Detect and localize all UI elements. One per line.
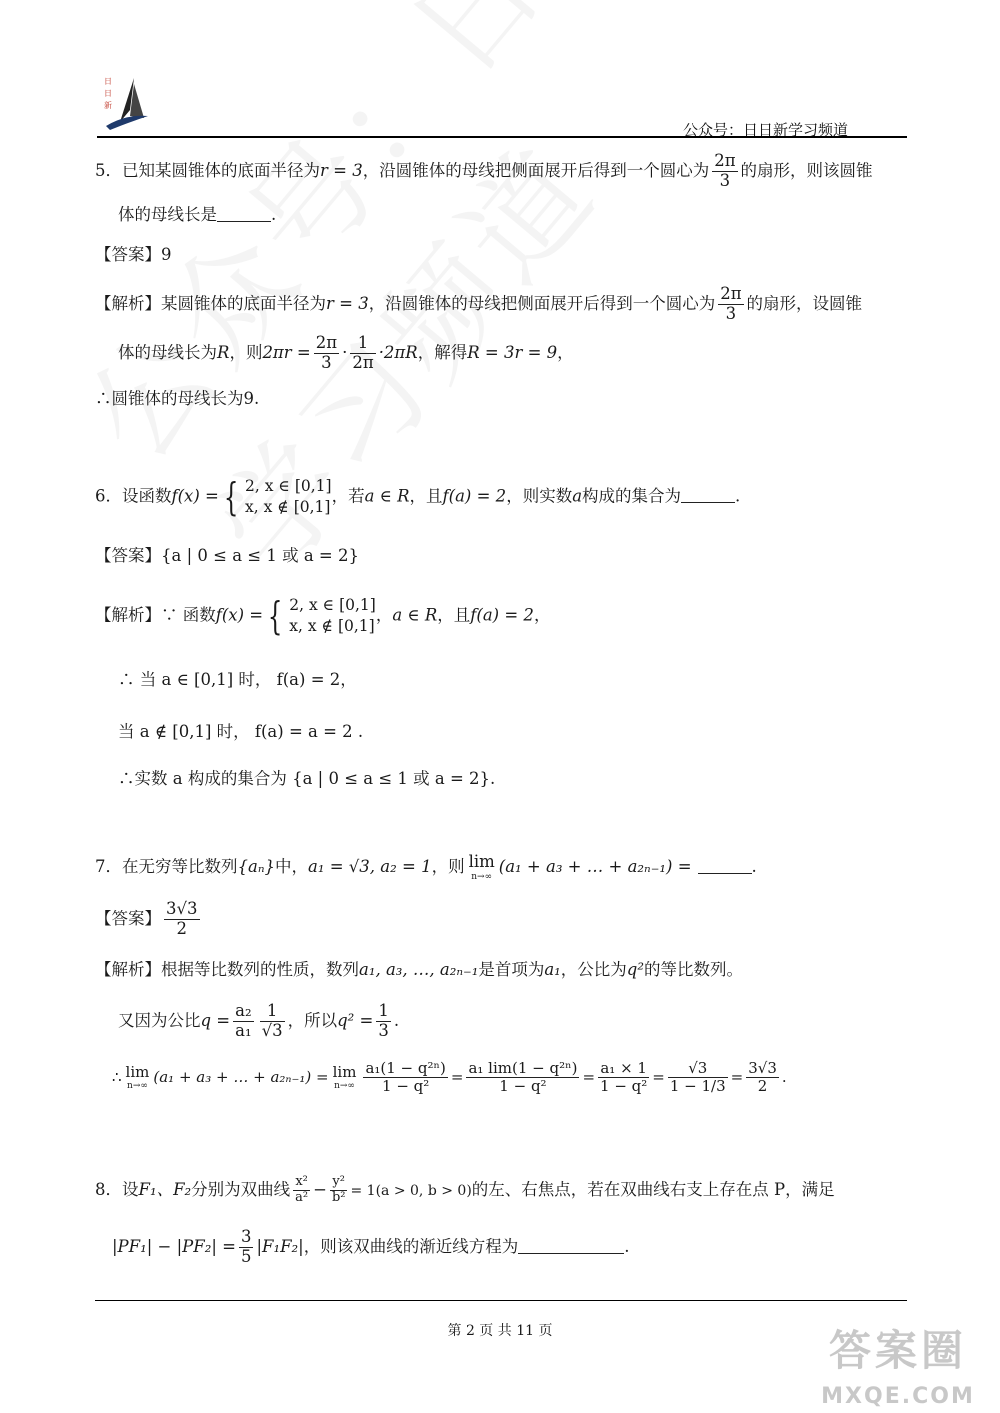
brace: { [267,593,283,638]
frac-num: a₁ × 1 [598,1060,649,1078]
frac-den: 3 [725,303,737,323]
equation: f(a) = 2 [442,486,507,506]
frac-den: 1 − q² [382,1077,430,1096]
frac-num: 2π [315,333,338,352]
analysis-text: ，解得 [417,342,468,362]
frac [363,1060,447,1096]
frac-num: a₁ lim(1 − q²ⁿ) [468,1059,578,1077]
lim-text: lim [468,852,495,871]
analysis-text: 的等比数列。 [643,960,743,979]
equation: 2πr = [262,342,311,362]
q6-text: ，若 [331,486,365,506]
func-f: f(x) = [215,605,264,625]
frac-den: 1 − 1/3 [669,1077,726,1096]
frac [746,1060,779,1096]
frac [350,334,375,373]
q5-text: 体的母线长是 [118,205,217,224]
frac-den: a₁ [235,1020,252,1040]
frac-den: b² [331,1189,346,1205]
analysis-text: 某圆锥体的底面半径为 [161,293,326,313]
equation: |F₁F₂| [256,1236,304,1256]
equation: (a₁ + a₃ + … + a₂ₙ₋₁) = [498,857,692,877]
var-R: R [217,342,230,362]
header-channel: 公众号：日日新学习频道 [683,121,849,139]
frac-num: 3√3 [166,899,198,918]
answer-label: 【答案】 [95,245,161,264]
lim-sub: n→∞ [471,871,493,882]
logo-text-1: 日 [104,77,112,86]
q5-r: r = 3 [320,160,363,180]
frac-num: y² [330,1175,348,1191]
frac-den: 3 [378,1020,389,1040]
analysis-text: ∵ 函数 [161,605,216,625]
frac-den: a² [295,1189,309,1205]
lim-sub: n→∞ [334,1081,355,1092]
analysis-label: 【解析】 [95,293,161,313]
q6-text: 构成的集合为 [582,486,682,506]
analysis-text: ，所以 [287,1010,338,1030]
piecewise [245,476,332,518]
q5-analysis-1 [95,285,862,324]
header-rule [97,136,907,138]
limit [467,853,497,882]
q5-frac [712,152,737,191]
q6-line: 6．设函数f(x) = { 2, x ∈ [0,1] x, x ∉ [0,1] ，若a ∈ R，且f(a) = 2，则实数a构成的集合为 . [95,474,741,519]
watermark-bottom: MXQE.COM [821,1384,975,1409]
frac [239,1228,254,1267]
answer-blank [518,1239,624,1254]
q5-line1 [95,152,873,191]
analysis-text: ，沿圆锥体的母线把侧面展开后得到一个圆心为 [368,293,716,313]
equation: f(a) = 2 [470,605,534,625]
minus: − [313,1179,327,1199]
q5-analysis-3: ∴圆锥体的母线长为9. [95,389,260,408]
answer-label: 【答案】 [95,546,161,565]
q8-text: 分别为双曲线 [191,1179,291,1199]
case-1: 2, x ∈ [0,1] [289,596,376,614]
q5-line2: 体的母线长是 . [118,205,277,224]
frac-num: 3√3 [748,1059,777,1077]
equation: a₁ = √3, a₂ = 1 [308,857,432,877]
q5-analysis-2: 体的母线长为R，则2πr = $\frac{2\pi}{3}$ · $\frac{1}{2\pi}$ ·2πR，解得R = 3r = 9， [118,333,574,372]
analysis-text: ，则 [229,342,263,362]
page-number: 第 2 页 共 11 页 [447,1323,553,1339]
frac [598,1060,649,1096]
equation: (a₁ + a₃ + … + a₂ₙ₋₁) = [153,1067,329,1086]
case-2: x, x ∉ [0,1] [289,616,375,635]
case-2: x, x ∉ [0,1] [245,497,331,516]
q8-text: 的左、右焦点，若在双曲线右支上存在点 P，满足 [471,1179,835,1199]
limit [124,1064,152,1092]
equation: a ∈ R [392,605,438,625]
answer-label: 【答案】 [95,908,161,928]
q5-text: 5．已知某圆锥体的底面半径为 [95,160,320,180]
q6-analysis-3: 当 a ∉ [0,1] 时， f(a) = a = 2 . [118,722,364,741]
frac-den: 2π [352,352,374,372]
answer-blank [681,488,735,503]
q6-analysis-2: ∴ 当 a ∈ [0,1] 时， f(a) = 2， [118,670,357,689]
q5-text: ，沿圆锥体的母线把侧面展开后得到一个圆心为 [362,160,710,180]
q6-text: ，则实数 [506,486,573,506]
analysis-label: 【解析】 [95,960,161,979]
frac-den: 3 [321,352,332,372]
q5-frac [718,285,743,324]
answer-value: 9 [161,245,172,264]
equation: a ∈ R [364,486,410,506]
watermark-top: 答案圈 [828,1326,967,1375]
var-q2: q² [626,960,644,979]
lim-sub: n→∞ [127,1081,148,1092]
equation: q² = [337,1010,374,1030]
footer-rule [95,1300,907,1301]
q8-line2: |PF₁| − |PF₂| = $\frac{3}{5}$ |F₁F₂|，则该双曲线的渐近线方程为 . [112,1227,630,1266]
equation: |PF₁| − |PF₂| = [112,1236,236,1256]
q6-analysis-1 [95,595,550,637]
site-watermark [808,1318,988,1409]
lim-text: lim [332,1062,357,1081]
brace: { [223,474,239,519]
q7-answer [95,900,203,939]
frac-num: a₂ [235,1001,252,1020]
var-a1: a₁ [544,960,561,979]
frac [314,334,339,373]
q8-line1 [95,1175,835,1206]
func-f: f(x) = [171,486,219,506]
q5-text: 的扇形，则该圆锥 [740,160,873,180]
answer-value: {a | 0 ≤ a ≤ 1 或 a = 2} [161,546,359,565]
analysis-text: . [393,1010,400,1030]
sequence: {aₙ} [237,857,276,877]
analysis-text: ， [533,605,551,625]
frac [668,1060,728,1096]
analysis-text: 体的母线长为 [118,342,217,362]
equation: = 1(a > 0, b > 0) [350,1182,472,1199]
q6-analysis-4: ∴实数 a 构成的集合为 {a | 0 ≤ a ≤ 1 或 a = 2}. [118,769,496,788]
logo-text-2: 日 [104,89,112,98]
q7-analysis-1 [95,962,743,979]
piecewise [289,595,376,637]
analysis-text: . [781,1067,787,1086]
q7-analysis-3: ∴ lim n→∞ (a₁ + a₃ + … + a₂ₙ₋₁) = lim n→∞ $\frac{\text{a₁(1 − q²ⁿ)}}{\text{1 − q²}}$ = $\frac{\text{a₁ lim(1 − q²ⁿ)}}{\text{1 − q²}}$ = $\frac{\text{a₁ × 1}}{\text{1 − q²}}$ = $\frac{√3}{1 - 1/3}$ = $\frac{3√3}{2}$ . [112,1059,787,1096]
q7-line: 7．在无穷等比数列{aₙ}中，a₁ = √3, a₂ = 1，则 lim n→∞ (a₁ + a₃ + … + a₂ₙ₋₁) = . [95,852,757,882]
frac [260,1002,285,1041]
equation: q = [200,1010,231,1030]
frac-num: 1 [350,334,375,354]
frac [330,1175,348,1206]
q6-answer [95,548,359,565]
frac-num: 2π [720,284,742,303]
frac [466,1060,579,1096]
frac-den: 1 − q² [600,1077,648,1096]
q7-text: 7．在无穷等比数列 [95,857,238,877]
analysis-text: 根据等比数列的性质，数列 [161,960,359,979]
frac [233,1002,253,1041]
q8-text: 8．设 [95,1179,139,1199]
frac-num: 2π [714,151,736,170]
foci: F₁、F₂ [138,1179,192,1199]
analysis-text: 是首项为 [478,960,545,979]
frac-num: a₁(1 − q²ⁿ) [365,1059,446,1077]
analysis-text: 的扇形，设圆锥 [746,293,863,313]
q7-text: 中， [275,857,309,877]
frac-den: 2 [176,918,187,938]
sequence: a₁, a₃, …, a₂ₙ₋₁ [359,960,479,979]
analysis-text: ，且 [437,605,471,625]
q7-analysis-2 [118,1002,399,1041]
answer-blank [698,859,752,874]
logo [100,70,152,132]
analysis-text: ， [557,342,574,362]
limit [331,1064,359,1092]
frac-den: 2 [757,1077,768,1096]
analysis-text: ， [375,605,393,625]
q5-r: r = 3 [326,293,369,313]
logo-text-3: 新 [104,101,112,110]
equation: ·2πR [378,342,418,362]
frac-num: 1 [378,1001,389,1020]
analysis-text: ，公比为 [560,960,627,979]
q6-text: 6．设函数 [95,486,172,506]
lim-text: lim [125,1062,150,1081]
answer-frac [164,900,200,939]
frac-den: 1 − q² [499,1077,547,1096]
answer-blank [217,207,271,222]
frac [376,1002,391,1041]
q5-answer [95,247,172,264]
q6-text: ，且 [409,486,443,506]
analysis-label: 【解析】 [95,605,161,625]
frac-num: 1 [260,1002,285,1022]
case-1: 2, x ∈ [0,1] [245,477,332,495]
frac-num: x² [293,1175,310,1191]
frac-den: √3 [261,1020,283,1040]
q7-text: ，则 [431,857,465,877]
var-a: a [572,486,583,506]
q8-text: ，则该双曲线的渐近线方程为 [303,1236,519,1256]
frac-num: 3 [240,1227,252,1246]
equation: R = 3r = 9 [467,342,558,362]
analysis-text: ∴ [112,1067,122,1086]
frac-den: 5 [240,1246,252,1266]
analysis-text: 又因为公比 [118,1010,201,1030]
frac [293,1175,310,1206]
frac-num: √3 [668,1060,728,1078]
frac-den: 3 [719,170,731,190]
